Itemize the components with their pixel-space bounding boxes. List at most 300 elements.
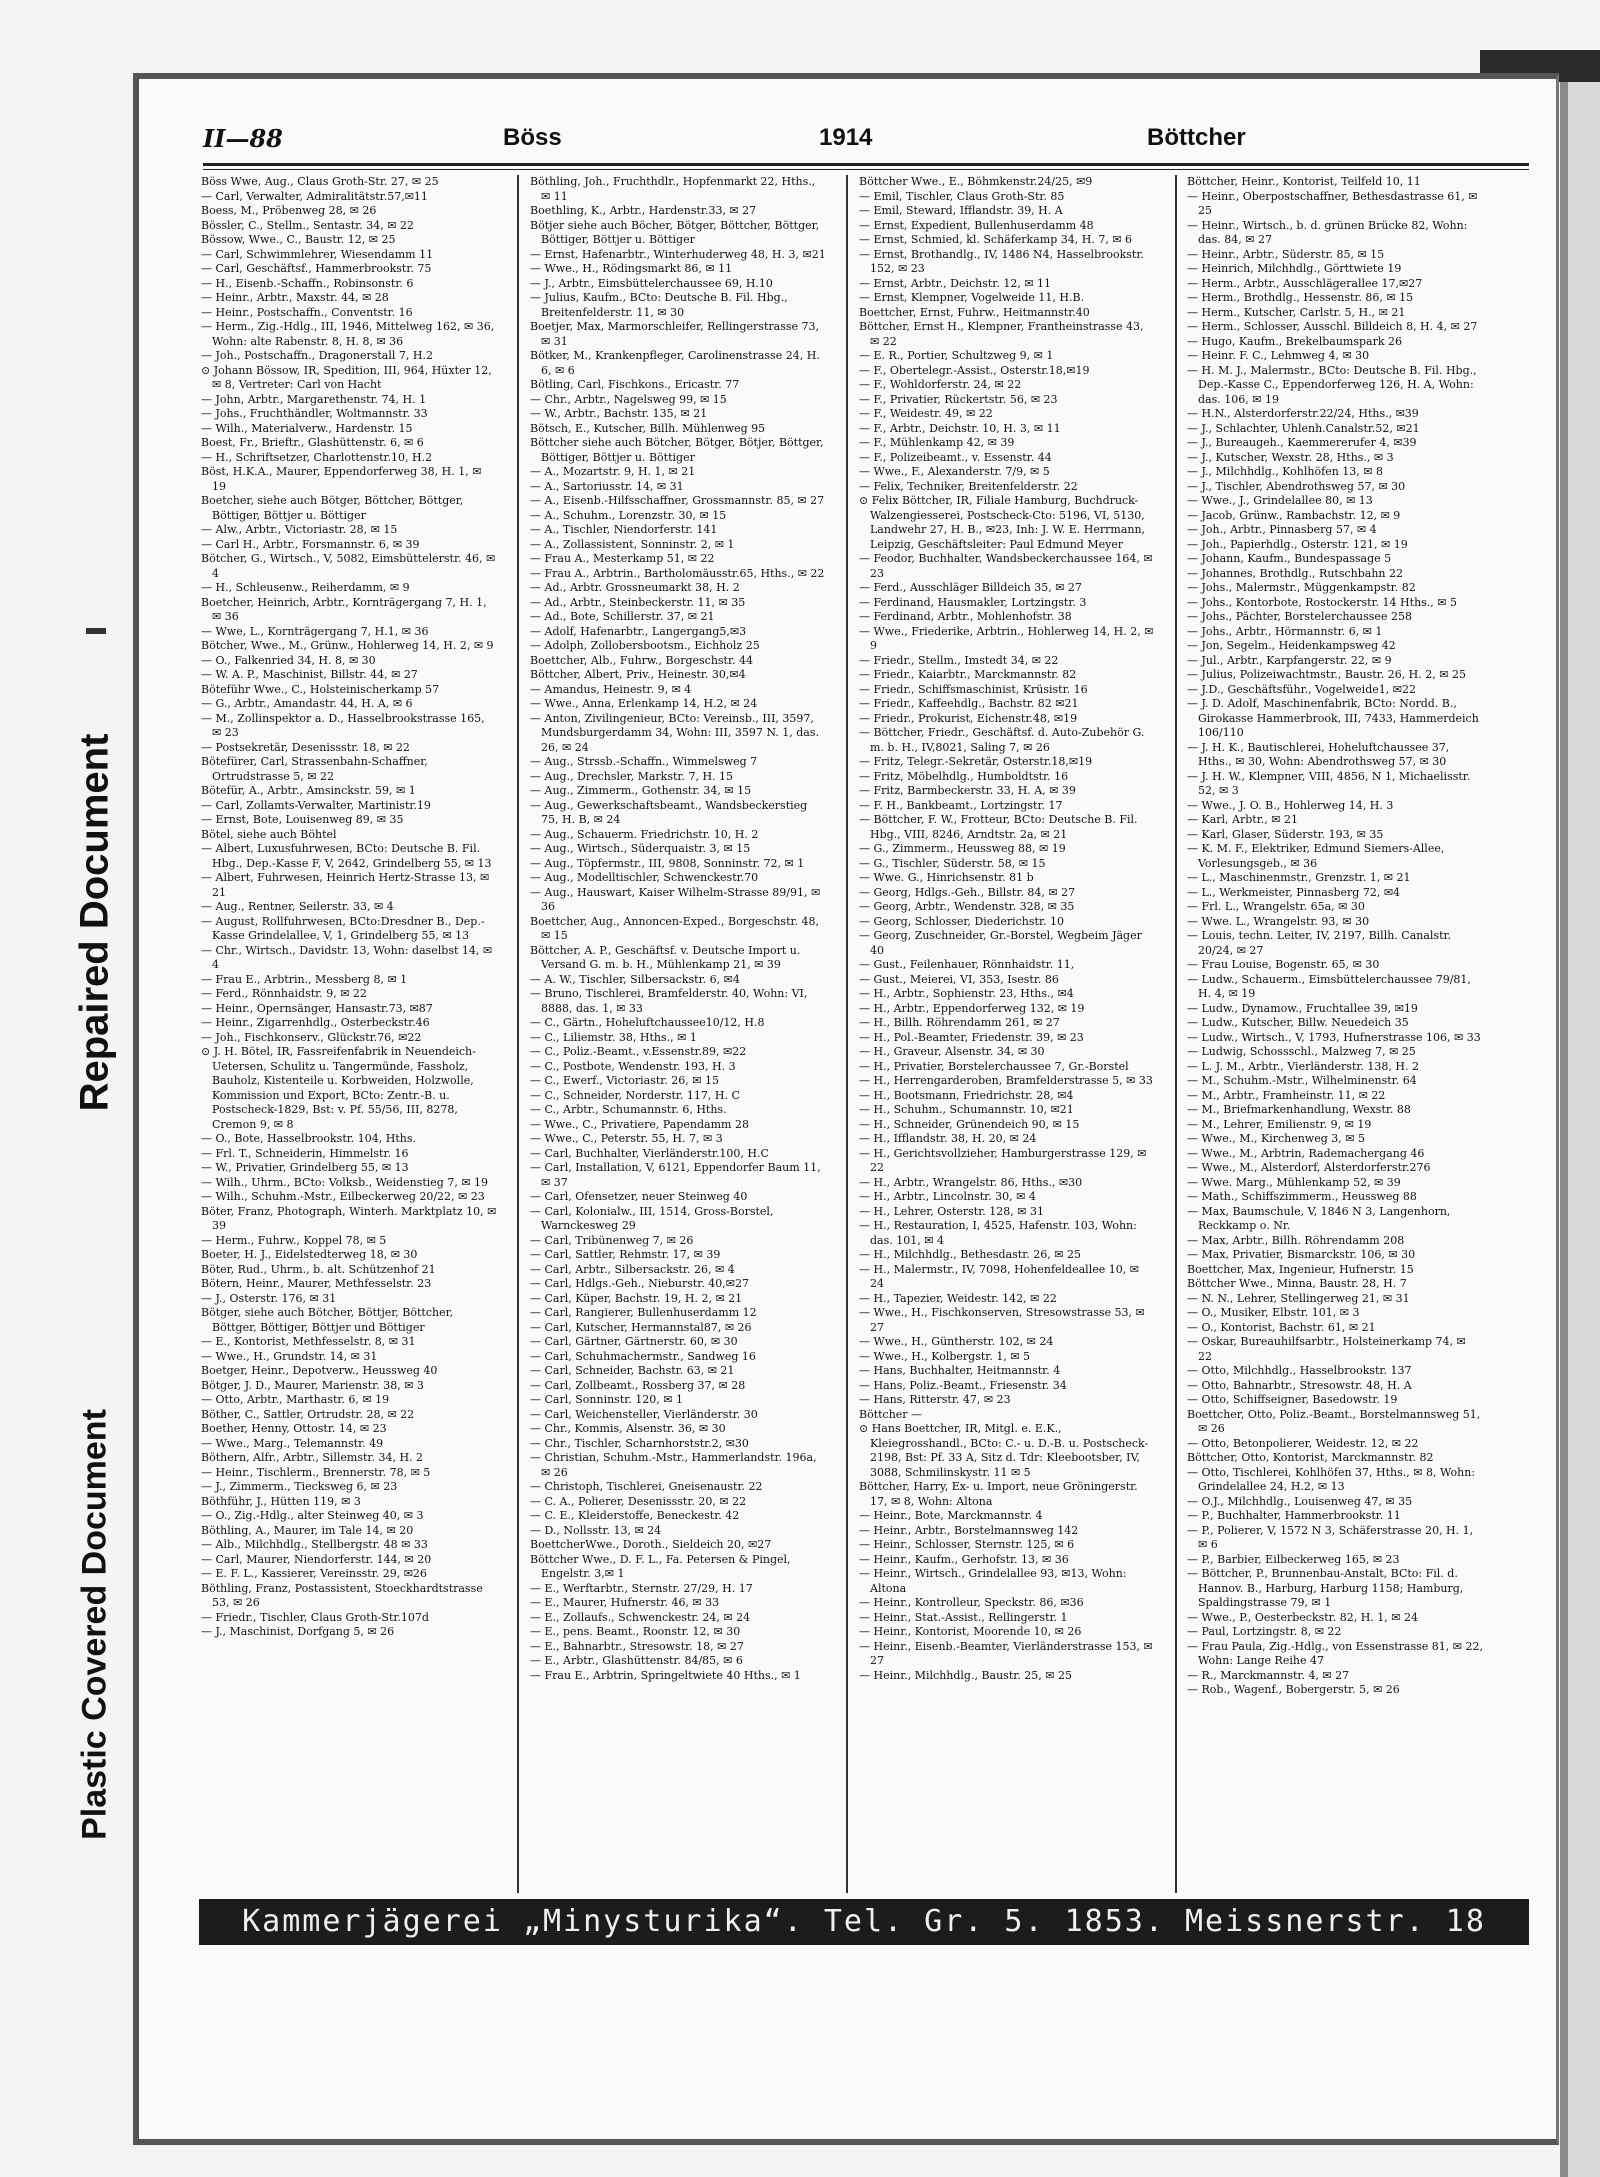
directory-entry: — Carl, Verwalter, Admiralitätstr.57,✉11 bbox=[201, 189, 428, 203]
directory-entry: — C., Arbtr., Schumannstr. 6, Hths. bbox=[530, 1103, 727, 1116]
directory-entry: — M., Arbtr., Framheinstr. 11, ✉ 22 bbox=[1187, 1088, 1386, 1102]
directory-entry: Boest, Fr., Brieftr., Glashüttenstr. 6, ✉ 6 bbox=[201, 436, 424, 449]
directory-entry: — Heinrich, Milchhdlg., Görttwiete 19 bbox=[1187, 262, 1402, 275]
directory-entry: — Wwe., H., Grundstr. 14, ✉ 31 bbox=[201, 1349, 378, 1363]
directory-column-1 bbox=[201, 175, 497, 1893]
directory-entry: — H., Privatier, Borstelerchaussee 7, Gr.-Borstel bbox=[859, 1059, 1129, 1073]
directory-entry: — Heinr., Arbtr., Süderstr. 85, ✉ 15 bbox=[1187, 247, 1385, 261]
directory-entry: — H., Arbtr., Eppendorferweg 132, ✉ 19 bbox=[859, 1001, 1085, 1015]
directory-entry: — Otto, Tischlerei, Kohlhöfen 37, Hths., ✉ 8, Wohn: Grindelallee 24, H.2, ✉ 13 bbox=[1187, 1465, 1476, 1493]
directory-entry: Bötcher, G., Wirtsch., V, 5082, Eimsbüttelerstr. 46, ✉ 4 bbox=[201, 552, 496, 580]
divider-tick bbox=[86, 628, 106, 634]
directory-entry: — Ad., Arbtr., Steinbeckerstr. 11, ✉ 35 bbox=[530, 595, 746, 609]
directory-entry: Boettcher, Alb., Fuhrw., Borgeschstr. 44 bbox=[530, 653, 754, 667]
directory-entry: — E. R., Portier, Schultzweg 9, ✉ 1 bbox=[859, 349, 1054, 362]
directory-entry: — G., Arbtr., Amandastr. 44, H. A, ✉ 6 bbox=[201, 697, 413, 710]
directory-entry: — Georg, Zuschneider, Gr.-Borstel, Wegbeim Jäger 40 bbox=[859, 929, 1142, 957]
directory-entry: Böttcher, A. P., Geschäftsf. v. Deutsche Import u. Versand G. m. b. H., Mühlenkamp 21, ✉ 39 bbox=[530, 943, 801, 971]
directory-entry: — Joh., Postschaffn., Dragonerstall 7, H.2 bbox=[201, 349, 433, 362]
directory-entry: Boetjer, Max, Marmorschleifer, Rellingerstrasse 73, ✉ 31 bbox=[530, 320, 819, 348]
directory-entry: — Christian, Schuhm.-Mstr., Hammerlandstr. 196a, ✉ 26 bbox=[530, 1451, 817, 1479]
directory-entry: — Hans, Poliz.-Beamt., Friesenstr. 34 bbox=[859, 1378, 1067, 1392]
directory-entry: — Carl, Weichensteller, Vierländerstr. 30 bbox=[530, 1407, 758, 1421]
directory-entry: — Felix, Techniker, Breitenfelderstr. 22 bbox=[859, 479, 1078, 493]
directory-entry: — Ludw., Schauerm., Eimsbüttelerchaussee 79/81, H. 4, ✉ 19 bbox=[1187, 972, 1471, 1000]
directory-entry: — Ernst, Klempner, Vogelweide 11, H.B. bbox=[859, 291, 1085, 304]
directory-entry: — Karl, Glaser, Süderstr. 193, ✉ 35 bbox=[1187, 827, 1384, 841]
directory-entry: — Wwe., H., Güntherstr. 102, ✉ 24 bbox=[859, 1335, 1054, 1348]
directory-entry: — Aug., Drechsler, Markstr. 7, H. 15 bbox=[530, 769, 734, 783]
directory-entry: — Feodor, Buchhalter, Wandsbeckerchaussee 164, ✉ 23 bbox=[859, 552, 1153, 580]
directory-entry: — H., Pol.-Beamter, Friedenstr. 39, ✉ 23 bbox=[859, 1030, 1084, 1044]
directory-entry: — H., Bootsmann, Friedrichstr. 28, ✉4 bbox=[859, 1088, 1074, 1102]
directory-entry: — Max, Baumschule, V, 1846 N 3, Langenhorn, Reckkamp o. Nr. bbox=[1187, 1204, 1451, 1232]
directory-entry: — Carl, Arbtr., Silbersackstr. 26, ✉ 4 bbox=[530, 1262, 735, 1276]
directory-entry: — Wilh., Uhrm., BCto: Volksb., Weidenstieg 7, ✉ 19 bbox=[201, 1175, 489, 1189]
directory-entry: Bötefürer, Carl, Strassenbahn-Schaffner, Ortrudstrasse 5, ✉ 22 bbox=[201, 755, 428, 783]
directory-entry: — C. E., Kleiderstoffe, Beneckestr. 42 bbox=[530, 1509, 740, 1522]
directory-entry: — Heinr., Kaufm., Gerhofstr. 13, ✉ 36 bbox=[859, 1552, 1069, 1566]
directory-entry: — Aug., Töpfermstr., III, 9808, Sonninstr. 72, ✉ 1 bbox=[530, 856, 805, 870]
header-year: 1914 bbox=[819, 124, 873, 151]
directory-entry: — J. H. W., Klempner, VIII, 4856, N 1, Michaelisstr. 52, ✉ 3 bbox=[1187, 769, 1471, 797]
advertisement-banner: Kammerjägerei „Minysturika“. Tel. Gr. 5. 1853. Meissnerstr. 18 bbox=[199, 1899, 1529, 1945]
directory-entry: — M., Zollinspektor a. D., Hasselbrookstrasse 165, ✉ 23 bbox=[201, 711, 485, 739]
directory-entry: — O., Zig.-Hdlg., alter Steinweg 40, ✉ 3 bbox=[201, 1509, 424, 1522]
directory-entry: — A., Eisenb.-Hilfsschaffner, Grossmannstr. 85, ✉ 27 bbox=[530, 494, 825, 507]
directory-entry: — H., Arbtr., Wrangelstr. 86, Hths., ✉30 bbox=[859, 1175, 1083, 1189]
header-rule bbox=[203, 163, 1529, 166]
page-edge-inner bbox=[1568, 82, 1600, 2177]
directory-entry: — F., Polizeibeamt., v. Essenstr. 44 bbox=[859, 450, 1052, 464]
directory-entry: — Wwe., J., Grindelallee 80, ✉ 13 bbox=[1187, 494, 1373, 507]
directory-entry: — H., Billh. Röhrendamm 261, ✉ 27 bbox=[859, 1016, 1060, 1029]
directory-entry: — Johann, Kaufm., Bundespassage 5 bbox=[1187, 552, 1392, 565]
directory-entry: — A. W., Tischler, Silbersackstr. 6, ✉4 bbox=[530, 972, 740, 986]
directory-entry: — H., Schneider, Grünendeich 90, ✉ 15 bbox=[859, 1117, 1080, 1131]
directory-entry: — Carl, Maurer, Niendorferstr. 144, ✉ 20 bbox=[201, 1552, 432, 1566]
directory-entry: — F., Weidestr. 49, ✉ 22 bbox=[859, 407, 993, 420]
header-rule-thin bbox=[203, 169, 1529, 170]
directory-entry: — A., Tischler, Niendorferstr. 141 bbox=[530, 523, 718, 536]
directory-entry: — Carl, Buchhalter, Vierländerstr.100, H.C bbox=[530, 1146, 769, 1160]
directory-entry: — R., Marckmannstr. 4, ✉ 27 bbox=[1187, 1668, 1350, 1682]
directory-entry: — Max, Privatier, Bismarckstr. 106, ✉ 30 bbox=[1187, 1248, 1416, 1261]
column-divider bbox=[846, 175, 848, 1893]
directory-entry: Böttcher, Otto, Kontorist, Marckmannstr. 82 bbox=[1187, 1451, 1434, 1464]
directory-entry: Bötel, siehe auch Böhtel bbox=[201, 827, 337, 841]
directory-entry: — H., Lehrer, Osterstr. 128, ✉ 31 bbox=[859, 1204, 1044, 1218]
directory-entry: — Johannes, Brothdlg., Rutschbahn 22 bbox=[1187, 566, 1403, 580]
directory-entry: Böttcher, Albert, Priv., Heinestr. 30,✉4 bbox=[530, 668, 746, 681]
directory-entry: — Carl, Schneider, Bachstr. 63, ✉ 21 bbox=[530, 1364, 735, 1377]
directory-entry: — Aug., Zimmerm., Gothenstr. 34, ✉ 15 bbox=[530, 784, 752, 797]
directory-entry: — Ludwig, Schossschl., Malzweg 7, ✉ 25 bbox=[1187, 1045, 1416, 1058]
directory-entry: Boetcher, Heinrich, Arbtr., Kornträgergang 7, H. 1, ✉ 36 bbox=[201, 595, 487, 623]
directory-entry: — Alb., Milchhdlg., Stellbergstr. 48 ✉ 33 bbox=[201, 1538, 428, 1551]
directory-entry: — J., Bureaugeh., Kaemmererufer 4, ✉39 bbox=[1187, 436, 1417, 449]
directory-entry: Böttcher — bbox=[859, 1407, 923, 1421]
directory-entry: — O., Bote, Hasselbrookstr. 104, Hths. bbox=[201, 1132, 417, 1145]
directory-entry: — C., Schneider, Norderstr. 117, H. C bbox=[530, 1088, 740, 1102]
directory-entry: — Ludw., Dynamow., Fruchtallee 39, ✉19 bbox=[1187, 1001, 1418, 1015]
directory-entry: — Heinr., Bote, Marckmannstr. 4 bbox=[859, 1509, 1043, 1522]
directory-entry: — Frau Louise, Bogenstr. 65, ✉ 30 bbox=[1187, 958, 1380, 971]
directory-entry: — J., Schlachter, Uhlenh.Canalstr.52, ✉21 bbox=[1187, 421, 1420, 435]
directory-entry: — Heinr., Oberpostschaffner, Bethesdastrasse 61, ✉ 25 bbox=[1187, 189, 1478, 217]
directory-entry: Boettcher, Aug., Annoncen-Exped., Borgeschstr. 48, ✉ 15 bbox=[530, 914, 820, 942]
directory-entry: — A., Mozartstr. 9, H. 1, ✉ 21 bbox=[530, 465, 696, 478]
plastic-covered-document-label: Plastic Covered Document bbox=[75, 1409, 114, 1840]
directory-entry: — Georg, Schlosser, Diederichstr. 10 bbox=[859, 914, 1064, 928]
directory-entry: Bössler, C., Stellm., Sentastr. 34, ✉ 22 bbox=[201, 218, 414, 232]
directory-entry: — Wwe., J. O. B., Hohlerweg 14, H. 3 bbox=[1187, 798, 1394, 812]
directory-entry: — Heinr., Zigarrenhdlg., Osterbeckstr.46 bbox=[201, 1016, 430, 1029]
directory-entry: — J. H. K., Bautischlerei, Hoheluftchaussee 37, Hths., ✉ 30, Wohn: Abendrothsweg 57, ✉ 30 bbox=[1187, 740, 1450, 768]
directory-entry: — Heinr., Tischlerm., Brennerstr. 78, ✉ 5 bbox=[201, 1465, 431, 1479]
directory-entry: — C., Ewerf., Victoriastr. 26, ✉ 15 bbox=[530, 1074, 720, 1087]
directory-entry: — N. N., Lehrer, Stellingerweg 21, ✉ 31 bbox=[1187, 1291, 1410, 1305]
directory-entry: Böthern, Alfr., Arbtr., Sillemstr. 34, H. 2 bbox=[201, 1451, 424, 1464]
directory-entry: — O., Falkenried 34, H. 8, ✉ 30 bbox=[201, 653, 376, 667]
directory-entry: — C., Postbote, Wendenstr. 193, H. 3 bbox=[530, 1059, 736, 1073]
directory-entry: — Carl, Rangierer, Bullenhuserdamm 12 bbox=[530, 1306, 757, 1319]
directory-entry: — Otto, Bahnarbtr., Stresowstr. 48, H. A bbox=[1187, 1378, 1412, 1392]
directory-entry: — Wwe. G., Hinrichsenstr. 81 b bbox=[859, 871, 1034, 884]
directory-entry: — L., Maschinenmstr., Grenzstr. 1, ✉ 21 bbox=[1187, 871, 1411, 884]
directory-entry: Boetcher, siehe auch Bötger, Böttcher, Böttger, Böttiger, Böttjer u. Böttiger bbox=[201, 494, 464, 522]
directory-entry: Böteführ Wwe., C., Holsteinischerkamp 57 bbox=[201, 682, 440, 696]
directory-entry: — Ernst, Schmied, kl. Schäferkamp 34, H. 7, ✉ 6 bbox=[859, 233, 1133, 246]
directory-entry: — Aug., Schauerm. Friedrichstr. 10, H. 2 bbox=[530, 827, 759, 841]
directory-entry: — P., Barbier, Eilbeckerweg 165, ✉ 23 bbox=[1187, 1552, 1400, 1566]
directory-entry: — Carl, Schwimmlehrer, Wiesendamm 11 bbox=[201, 247, 434, 261]
directory-entry: — Carl, Küper, Bachstr. 19, H. 2, ✉ 21 bbox=[530, 1291, 743, 1305]
directory-entry: Böttcher Wwe., E., Böhmkenstr.24/25, ✉9 bbox=[859, 175, 1093, 188]
directory-entry: — H., Schleusenw., Reiherdamm, ✉ 9 bbox=[201, 581, 410, 594]
directory-entry: — Heinr., Kontrolleur, Speckstr. 86, ✉36 bbox=[859, 1596, 1084, 1609]
directory-entry: — F., Privatier, Rückertstr. 56, ✉ 23 bbox=[859, 392, 1058, 406]
directory-entry: — Carl, Zollamts-Verwalter, Martinistr.19 bbox=[201, 798, 431, 812]
directory-entry: — P., Buchhalter, Hammerbrookstr. 11 bbox=[1187, 1509, 1401, 1522]
directory-entry: Boettcher, Otto, Poliz.-Beamt., Borstelmannsweg 51, ✉ 26 bbox=[1187, 1407, 1481, 1435]
directory-entry: BoettcherWwe., Doroth., Sieldeich 20, ✉27 bbox=[530, 1538, 772, 1551]
directory-entry: — K. M. F., Elektriker, Edmund Siemers-Allee, Vorlesungsgeb., ✉ 36 bbox=[1187, 842, 1445, 870]
directory-entry: — Ludw., Wirtsch., V, 1793, Hufnerstrasse 106, ✉ 33 bbox=[1187, 1030, 1481, 1044]
directory-entry: — C., Poliz.-Beamt., v.Essenstr.89, ✉22 bbox=[530, 1045, 747, 1058]
directory-entry: Boethling, K., Arbtr., Hardenstr.33, ✉ 27 bbox=[530, 204, 757, 217]
directory-entry: — Heinr., Milchhdlg., Baustr. 25, ✉ 25 bbox=[859, 1668, 1072, 1682]
directory-entry: Bötcher, Wwe., M., Grünw., Hohlerweg 14, H. 2, ✉ 9 bbox=[201, 639, 494, 652]
directory-entry: — Heinr., Eisenb.-Beamter, Vierländerstrasse 153, ✉ 27 bbox=[859, 1639, 1153, 1667]
directory-entry: Böst, H.K.A., Maurer, Eppendorferweg 38, H. 1, ✉ 19 bbox=[201, 465, 482, 493]
directory-entry: Boetger, Heinr., Depotverw., Heussweg 40 bbox=[201, 1364, 438, 1377]
directory-entry: — H., Tapezier, Weidestr. 142, ✉ 22 bbox=[859, 1291, 1057, 1305]
directory-entry: — Wwe., M., Alsterdorf, Alsterdorferstr.276 bbox=[1187, 1161, 1431, 1174]
directory-entry: — Carl, Gärtner, Gärtnerstr. 60, ✉ 30 bbox=[530, 1335, 738, 1348]
directory-entry: — Ernst, Expedient, Bullenhuserdamm 48 bbox=[859, 218, 1094, 232]
directory-entry: — Ad., Bote, Schillerstr. 37, ✉ 21 bbox=[530, 610, 715, 623]
directory-entry: — Albert, Luxusfuhrwesen, BCto: Deutsche B. Fil. Hbg., Dep.-Kasse F, V, 2642, Grindelberg 55, ✉ 13 bbox=[201, 842, 492, 870]
directory-entry: — Alw., Arbtr., Victoriastr. 28, ✉ 15 bbox=[201, 523, 398, 536]
directory-entry: — E., Arbtr., Glashüttenstr. 84/85, ✉ 6 bbox=[530, 1654, 743, 1667]
directory-entry: Böthführ, J., Hütten 119, ✉ 3 bbox=[201, 1494, 361, 1508]
directory-entry: — Aug., Gewerkschaftsbeamt., Wandsbeckerstieg 75, H. B, ✉ 24 bbox=[530, 798, 808, 826]
directory-entry: — Friedr., Kaffeehdlg., Bachstr. 82 ✉21 bbox=[859, 697, 1079, 710]
directory-entry: — Frau E., Arbtrin, Springeltwiete 40 Hths., ✉ 1 bbox=[530, 1668, 801, 1682]
directory-entry: — Ferdinand, Arbtr., Mohlenhofstr. 38 bbox=[859, 610, 1072, 623]
directory-entry: — H., Gerichtsvollzieher, Hamburgerstrasse 129, ✉ 22 bbox=[859, 1146, 1147, 1174]
directory-entry: — F., Arbtr., Deichstr. 10, H. 3, ✉ 11 bbox=[859, 421, 1061, 435]
directory-entry: — John, Arbtr., Margarethenstr. 74, H. 1 bbox=[201, 392, 427, 406]
directory-entry: — Ferd., Rönnhaidstr. 9, ✉ 22 bbox=[201, 987, 367, 1000]
directory-entry: — E. F. L., Kassierer, Vereinsstr. 29, ✉26 bbox=[201, 1567, 427, 1580]
directory-column-3 bbox=[859, 175, 1155, 1893]
directory-entry: — Albert, Fuhrwesen, Heinrich Hertz-Strasse 13, ✉ 21 bbox=[201, 871, 490, 899]
directory-entry: — E., Bahnarbtr., Stresowstr. 18, ✉ 27 bbox=[530, 1639, 744, 1653]
directory-entry: Bötern, Heinr., Maurer, Methfesselstr. 23 bbox=[201, 1277, 432, 1290]
directory-entry: — Aug., Hauswart, Kaiser Wilhelm-Strasse 89/91, ✉ 36 bbox=[530, 885, 821, 913]
directory-entry: — H., Malermstr., IV, 7098, Hohenfeldeallee 10, ✉ 24 bbox=[859, 1262, 1139, 1290]
directory-entry: — J., Arbtr., Eimsbüttelerchaussee 69, H.10 bbox=[530, 276, 773, 290]
directory-entry: — Chr., Kommis, Alsenstr. 36, ✉ 30 bbox=[530, 1422, 726, 1435]
directory-entry: — Carl, Zollbeamt., Rossberg 37, ✉ 28 bbox=[530, 1378, 746, 1392]
directory-entry: — Herm., Brothdlg., Hessenstr. 86, ✉ 15 bbox=[1187, 291, 1414, 304]
directory-entry: — O., Kontorist, Bachstr. 61, ✉ 21 bbox=[1187, 1320, 1376, 1334]
directory-entry: — Frau A., Mesterkamp 51, ✉ 22 bbox=[530, 552, 715, 565]
directory-entry: — Carl H., Arbtr., Forsmannstr. 6, ✉ 39 bbox=[201, 537, 420, 551]
directory-entry: — Postsekretär, Desenissstr. 18, ✉ 22 bbox=[201, 740, 410, 754]
directory-entry: — W. A. P., Maschinist, Billstr. 44, ✉ 27 bbox=[201, 668, 418, 681]
directory-entry: — Aug., Wirtsch., Süderquaistr. 3, ✉ 15 bbox=[530, 842, 751, 855]
directory-entry: — J., Zimmerm., Tiecksweg 6, ✉ 23 bbox=[201, 1480, 398, 1493]
directory-entry: — Georg, Arbtr., Wendenstr. 328, ✉ 35 bbox=[859, 900, 1075, 913]
directory-entry: — Carl, Geschäftsf., Hammerbrookstr. 75 bbox=[201, 262, 432, 275]
directory-entry: — Wwe., M., Arbtrin, Rademachergang 46 bbox=[1187, 1146, 1425, 1160]
directory-entry: — Heinr., Postschaffn., Conventstr. 16 bbox=[201, 305, 413, 319]
directory-entry: — H., Graveur, Alsenstr. 34, ✉ 30 bbox=[859, 1045, 1045, 1058]
directory-entry: — Gust., Meierei, VI, 353, Isestr. 86 bbox=[859, 972, 1059, 986]
directory-entry: — Ernst, Arbtr., Deichstr. 12, ✉ 11 bbox=[859, 276, 1052, 290]
directory-entry: — Amandus, Heinestr. 9, ✉ 4 bbox=[530, 682, 692, 696]
directory-entry: — Julius, Kaufm., BCto: Deutsche B. Fil. Hbg., Breitenfelderstr. 11, ✉ 30 bbox=[530, 291, 788, 319]
directory-entry: — Georg, Hdlgs.-Geh., Billstr. 84, ✉ 27 bbox=[859, 885, 1076, 899]
directory-column-2 bbox=[530, 175, 826, 1893]
page-number: II—88 bbox=[203, 124, 283, 153]
directory-entry: — August, Rollfuhrwesen, BCto:Dresdner B., Dep.-Kasse Grindelallee, V, 1, Grindelberg 55, ✉ 13 bbox=[201, 914, 485, 942]
directory-entry: — H., Restauration, I, 4525, Hafenstr. 103, Wohn: das. 101, ✉ 4 bbox=[859, 1219, 1137, 1247]
directory-entry: — Heinr., Schlosser, Sternstr. 125, ✉ 6 bbox=[859, 1538, 1075, 1551]
directory-entry: Bötefür, A., Arbtr., Amsinckstr. 59, ✉ 1 bbox=[201, 784, 416, 797]
directory-entry: — Heinr., Kontorist, Moorende 10, ✉ 26 bbox=[859, 1625, 1082, 1638]
directory-entry: — Wwe., Anna, Erlenkamp 14, H.2, ✉ 24 bbox=[530, 697, 758, 710]
directory-entry: — H., Schuhm., Schumannstr. 10, ✉21 bbox=[859, 1103, 1074, 1116]
directory-entry: — Carl, Ofensetzer, neuer Steinweg 40 bbox=[530, 1190, 748, 1203]
directory-entry: — Ernst, Brothandlg., IV, 1486 N4, Hasselbrookstr. 152, ✉ 23 bbox=[859, 247, 1144, 275]
directory-entry: — Wwe., H., Fischkonserven, Stresowstrasse 53, ✉ 27 bbox=[859, 1306, 1145, 1334]
directory-entry: — Ad., Arbtr. Grossneumarkt 38, H. 2 bbox=[530, 581, 740, 594]
directory-entry: — Wwe., M., Kirchenweg 3, ✉ 5 bbox=[1187, 1132, 1365, 1145]
directory-entry: — Hans, Buchhalter, Heitmannstr. 4 bbox=[859, 1364, 1061, 1377]
directory-entry: — Wwe., C., Peterstr. 55, H. 7, ✉ 3 bbox=[530, 1132, 723, 1145]
directory-entry: — Heinr., Wirtsch., Grindelallee 93, ✉13, Wohn: Altona bbox=[859, 1567, 1127, 1595]
directory-entry: — F. H., Bankbeamt., Lortzingstr. 17 bbox=[859, 798, 1063, 812]
directory-entry: — Jul., Arbtr., Karpfangerstr. 22, ✉ 9 bbox=[1187, 653, 1392, 667]
directory-entry: — F., Wohldorferstr. 24, ✉ 22 bbox=[859, 378, 1022, 391]
directory-entry: — H.N., Alsterdorferstr.22/24, Hths., ✉39 bbox=[1187, 407, 1419, 420]
directory-entry: — Emil, Tischler, Claus Groth-Str. 85 bbox=[859, 189, 1065, 203]
directory-entry: — F., Obertelegr.-Assist., Osterstr.18,✉19 bbox=[859, 363, 1090, 377]
directory-entry: Böter, Franz, Photograph, Winterh. Marktplatz 10, ✉ 39 bbox=[201, 1204, 497, 1232]
document-page bbox=[133, 73, 1559, 2145]
directory-entry: — Chr., Wirtsch., Davidstr. 13, Wohn: daselbst 14, ✉ 4 bbox=[201, 943, 493, 971]
directory-entry: — A., Schuhm., Lorenzstr. 30, ✉ 15 bbox=[530, 508, 727, 522]
directory-entry: Böthling, Franz, Postassistent, Stoeckhardtstrasse 53, ✉ 26 bbox=[201, 1581, 483, 1609]
directory-entry: — Ferdinand, Hausmakler, Lortzingstr. 3 bbox=[859, 595, 1087, 609]
directory-entry: Bössow, Wwe., C., Baustr. 12, ✉ 25 bbox=[201, 233, 396, 246]
directory-entry: — Fritz, Möbelhdlg., Humboldtstr. 16 bbox=[859, 769, 1069, 783]
directory-entry: — J., Maschinist, Dorfgang 5, ✉ 26 bbox=[201, 1625, 395, 1638]
directory-entry: — Johs., Pächter, Borstelerchaussee 258 bbox=[1187, 610, 1412, 623]
directory-entry: — Friedr., Kaiarbtr., Marckmannstr. 82 bbox=[859, 668, 1077, 681]
directory-entry: — Otto, Arbtr., Marthastr. 6, ✉ 19 bbox=[201, 1393, 390, 1406]
directory-entry: — Frau E., Arbtrin., Messberg 8, ✉ 1 bbox=[201, 972, 408, 986]
directory-entry: Böthling, Joh., Fruchthdlr., Hopfenmarkt 22, Hths., ✉ 11 bbox=[530, 175, 816, 203]
directory-entry: — Böttcher, P., Brunnenbau-Anstalt, BCto: Fil. d. Hannov. B., Harburg, Harburg 1158; Hamburg, Spaldingstrasse 79, ✉ 1 bbox=[1187, 1567, 1464, 1609]
directory-entry: — Otto, Betonpolierer, Weidestr. 12, ✉ 22 bbox=[1187, 1436, 1419, 1450]
directory-entry: — C., Gärtn., Hoheluftchaussee10/12, H.8 bbox=[530, 1016, 765, 1029]
directory-entry: Böthling, A., Maurer, im Tale 14, ✉ 20 bbox=[201, 1523, 414, 1537]
directory-entry: — M., Schuhm.-Mstr., Wilhelminenstr. 64 bbox=[1187, 1074, 1417, 1087]
directory-entry: — W., Privatier, Grindelberg 55, ✉ 13 bbox=[201, 1161, 409, 1174]
directory-entry: — J.D., Geschäftsführ., Vogelweide1, ✉22 bbox=[1187, 682, 1416, 696]
directory-entry: — Julius, Polizeiwachtmstr., Baustr. 26, H. 2, ✉ 25 bbox=[1187, 668, 1466, 681]
directory-entry: — H., Ifflandstr. 38, H. 20, ✉ 24 bbox=[859, 1132, 1037, 1145]
directory-entry: — Wilh., Schuhm.-Mstr., Eilbeckerweg 20/22, ✉ 23 bbox=[201, 1190, 485, 1203]
directory-entry: Böss Wwe, Aug., Claus Groth-Str. 27, ✉ 25 bbox=[201, 175, 439, 188]
directory-entry: — Chr., Arbtr., Nagelsweg 99, ✉ 15 bbox=[530, 392, 727, 406]
repaired-document-label: Repaired Document bbox=[72, 733, 117, 1112]
directory-entry: — Math., Schiffszimmerm., Heussweg 88 bbox=[1187, 1190, 1417, 1203]
directory-entry: — E., Kontorist, Methfesselstr. 8, ✉ 31 bbox=[201, 1335, 416, 1348]
directory-entry: — J., Tischler, Abendrothsweg 57, ✉ 30 bbox=[1187, 479, 1406, 493]
directory-entry: — Ludw., Kutscher, Billw. Neuedeich 35 bbox=[1187, 1016, 1409, 1029]
directory-entry: Böttcher, Harry, Ex- u. Import, neue Gröningerstr. 17, ✉ 8, Wohn: Altona bbox=[859, 1480, 1138, 1508]
directory-entry: — E., Werftarbtr., Sternstr. 27/29, H. 17 bbox=[530, 1581, 753, 1595]
directory-entry: — Heinr., Arbtr., Borstelmannsweg 142 bbox=[859, 1523, 1079, 1537]
directory-entry: — Ernst, Hafenarbtr., Winterhuderweg 48, H. 3, ✉21 bbox=[530, 247, 826, 261]
directory-entry: — Carl, Sonninstr. 120, ✉ 1 bbox=[530, 1393, 683, 1406]
header-first-word: Böss bbox=[503, 124, 562, 151]
directory-entry: — Carl, Installation, V, 6121, Eppendorfer Baum 11, ✉ 37 bbox=[530, 1161, 821, 1189]
directory-entry: — Carl, Kolonialw., III, 1514, Gross-Borstel, Warnckesweg 29 bbox=[530, 1204, 774, 1232]
directory-entry: — Frl. T., Schneiderin, Himmelstr. 16 bbox=[201, 1146, 409, 1160]
directory-entry: — Friedr., Tischler, Claus Groth-Str.107d bbox=[201, 1610, 429, 1624]
directory-entry: — A., Sartoriusstr. 14, ✉ 31 bbox=[530, 479, 684, 493]
directory-entry: — Herm., Fuhrw., Koppel 78, ✉ 5 bbox=[201, 1233, 387, 1247]
directory-entry: — C., Liliemstr. 38, Hths., ✉ 1 bbox=[530, 1030, 697, 1044]
directory-entry: ⊙ Felix Böttcher, IR, Filiale Hamburg, Buchdruck-Walzengiesserei, Postscheck-Cto: 5196, VI, 5130, Landwehr 27, H. B., ✉23, Inh: J. W. E. Herrmann, Leipzig, Geschäftsleiter: Paul Edmund Meyer bbox=[859, 494, 1146, 551]
directory-entry: — G., Tischler, Süderstr. 58, ✉ 15 bbox=[859, 856, 1046, 870]
directory-entry: — Friedr., Prokurist, Eichenstr.48, ✉19 bbox=[859, 711, 1078, 725]
directory-entry: — Carl, Kutscher, Hermannstal87, ✉ 26 bbox=[530, 1320, 752, 1334]
directory-entry: — Heinr., Stat.-Assist., Rellingerstr. 1 bbox=[859, 1610, 1068, 1624]
directory-entry: — Herm., Kutscher, Carlstr. 5, H., ✉ 21 bbox=[1187, 305, 1406, 319]
directory-entry: — Adolf, Hafenarbtr., Langergang5,✉3 bbox=[530, 624, 747, 638]
directory-entry: Bötker, M., Krankenpfleger, Carolinenstrasse 24, H. 6, ✉ 6 bbox=[530, 349, 820, 377]
directory-entry: — H., Schriftsetzer, Charlottenstr.10, H.2 bbox=[201, 450, 433, 464]
directory-entry: — H., Eisenb.-Schaffn., Robinsonstr. 6 bbox=[201, 276, 414, 290]
directory-entry: ⊙ Johann Bössow, IR, Spedition, III, 964, Hüxter 12, ✉ 8, Vertreter: Carl von Hacht bbox=[201, 363, 492, 391]
directory-entry: — M., Lehrer, Emilienstr. 9, ✉ 19 bbox=[1187, 1117, 1372, 1131]
directory-entry: — Fritz, Telegr.-Sekretär, Osterstr.18,✉19 bbox=[859, 755, 1093, 768]
directory-entry: — O., Musiker, Elbstr. 101, ✉ 3 bbox=[1187, 1306, 1360, 1319]
directory-entry: — Carl, Tribünenweg 7, ✉ 26 bbox=[530, 1233, 694, 1247]
directory-entry: — Wwe., P., Oesterbeckstr. 82, H. 1, ✉ 24 bbox=[1187, 1610, 1419, 1624]
directory-entry: — H. M. J., Malermstr., BCto: Deutsche B. Fil. Hbg., Dep.-Kasse C., Eppendorferweg 126, H. A, Wohn: das. 106, ✉ 19 bbox=[1187, 363, 1477, 406]
directory-entry: — H., Arbtr., Sophienstr. 23, Hths., ✉4 bbox=[859, 987, 1074, 1000]
directory-entry: — Oskar, Bureauhilfsarbtr., Holsteinerkamp 74, ✉ 22 bbox=[1187, 1335, 1466, 1363]
directory-entry: Böttcher siehe auch Bötcher, Bötger, Bötjer, Böttger, Böttiger, Böttjer u. Böttiger bbox=[530, 436, 824, 464]
directory-entry: — Böttcher, Friedr., Geschäftsf. d. Auto-Zubehör G. m. b. H., IV,8021, Saling 7, ✉ 26 bbox=[859, 726, 1145, 754]
directory-entry: Bötjer siehe auch Böcher, Bötger, Böttcher, Böttger, Böttiger, Böttjer u. Böttiger bbox=[530, 218, 820, 246]
directory-entry: — Herm., Schlosser, Ausschl. Billdeich 8, H. 4, ✉ 27 bbox=[1187, 320, 1478, 333]
directory-entry: — Frau Paula, Zig.-Hdlg., von Essenstrasse 81, ✉ 22, Wohn: Lange Reihe 47 bbox=[1187, 1639, 1483, 1667]
directory-entry: — Wwe., H., Kolbergstr. 1, ✉ 5 bbox=[859, 1349, 1031, 1363]
directory-entry: — Joh., Arbtr., Pinnasberg 57, ✉ 4 bbox=[1187, 523, 1377, 536]
running-header bbox=[203, 124, 1503, 160]
directory-entry: — Gust., Feilenhauer, Rönnhaidstr. 11, bbox=[859, 958, 1075, 971]
directory-entry: — Carl, Sattler, Rehmstr. 17, ✉ 39 bbox=[530, 1248, 721, 1261]
directory-entry: — Wwe., Friederike, Arbtrin., Hohlerweg 14, H. 2, ✉ 9 bbox=[859, 624, 1154, 652]
directory-entry: — E., pens. Beamt., Roonstr. 12, ✉ 30 bbox=[530, 1625, 741, 1638]
directory-entry: — Carl, Hdlgs.-Geh., Nieburstr. 40,✉27 bbox=[530, 1277, 750, 1290]
directory-entry: Bötling, Carl, Fischkons., Ericastr. 77 bbox=[530, 378, 740, 391]
directory-entry: — Herm., Zig.-Hdlg., III, 1946, Mittelweg 162, ✉ 36, Wohn: alte Rabenstr. 8, H. 8, ✉ 36 bbox=[201, 320, 495, 348]
directory-entry: — L., Werkmeister, Pinnasberg 72, ✉4 bbox=[1187, 885, 1401, 899]
directory-entry: Böttcher Wwe., Minna, Baustr. 28, H. 7 bbox=[1187, 1277, 1407, 1290]
directory-entry: — Frau A., Arbtrin., Bartholomäusstr.65, Hths., ✉ 22 bbox=[530, 566, 825, 580]
directory-entry: — Ferd., Ausschläger Billdeich 35, ✉ 27 bbox=[859, 581, 1082, 594]
directory-entry: — Otto, Milchhdlg., Hasselbrookstr. 137 bbox=[1187, 1364, 1412, 1377]
directory-entry: — Hans, Ritterstr. 47, ✉ 23 bbox=[859, 1393, 1011, 1406]
directory-entry: — Joh., Fischkonserv., Glückstr.76, ✉22 bbox=[201, 1030, 422, 1044]
directory-entry: — Wwe., H., Rödingsmarkt 86, ✉ 11 bbox=[530, 262, 733, 275]
directory-entry: Boether, Henny, Ottostr. 14, ✉ 23 bbox=[201, 1422, 387, 1435]
directory-entry: — Herm., Arbtr., Ausschlägerallee 17,✉27 bbox=[1187, 276, 1423, 290]
directory-entry: — E., Maurer, Hufnerstr. 46, ✉ 33 bbox=[530, 1596, 720, 1609]
directory-entry: — H., Herrengarderoben, Bramfelderstrasse 5, ✉ 33 bbox=[859, 1074, 1153, 1087]
directory-entry: — Aug., Modelltischler, Schwenckestr.70 bbox=[530, 871, 759, 884]
directory-entry: — Friedr., Schiffsmaschinist, Krüsistr. 16 bbox=[859, 682, 1088, 696]
directory-entry: Bötsch, E., Kutscher, Billh. Mühlenweg 95 bbox=[530, 421, 766, 435]
directory-entry: — L. J. M., Arbtr., Vierländerstr. 138, H. 2 bbox=[1187, 1059, 1419, 1073]
directory-entry: — Chr., Tischler, Scharnhorststr.2, ✉30 bbox=[530, 1436, 749, 1450]
directory-entry: — Friedr., Stellm., Imstedt 34, ✉ 22 bbox=[859, 653, 1059, 667]
directory-entry: — Wwe., Marg., Telemannstr. 49 bbox=[201, 1436, 384, 1450]
directory-entry: — H., Milchhdlg., Bethesdastr. 26, ✉ 25 bbox=[859, 1248, 1081, 1261]
directory-entry: — Max, Arbtr., Billh. Röhrendamm 208 bbox=[1187, 1233, 1405, 1247]
directory-entry: — Otto, Schiffseigner, Basedowstr. 19 bbox=[1187, 1393, 1398, 1406]
directory-entry: — O.J., Milchhdlg., Louisenweg 47, ✉ 35 bbox=[1187, 1494, 1413, 1508]
directory-entry: — Heinr., Opernsänger, Hansastr.73, ✉87 bbox=[201, 1001, 433, 1015]
directory-entry: Böter, Rud., Uhrm., b. alt. Schützenhof 21 bbox=[201, 1262, 436, 1276]
directory-column-4 bbox=[1187, 175, 1483, 1893]
directory-entry: — Wwe. Marg., Mühlenkamp 52, ✉ 39 bbox=[1187, 1175, 1401, 1189]
directory-entry: — Wwe., C., Privatiere, Papendamm 28 bbox=[530, 1117, 749, 1131]
directory-entry: — Aug., Strssb.-Schaffn., Wimmelsweg 7 bbox=[530, 755, 758, 768]
directory-entry: — Ernst, Bote, Louisenweg 89, ✉ 35 bbox=[201, 813, 404, 826]
